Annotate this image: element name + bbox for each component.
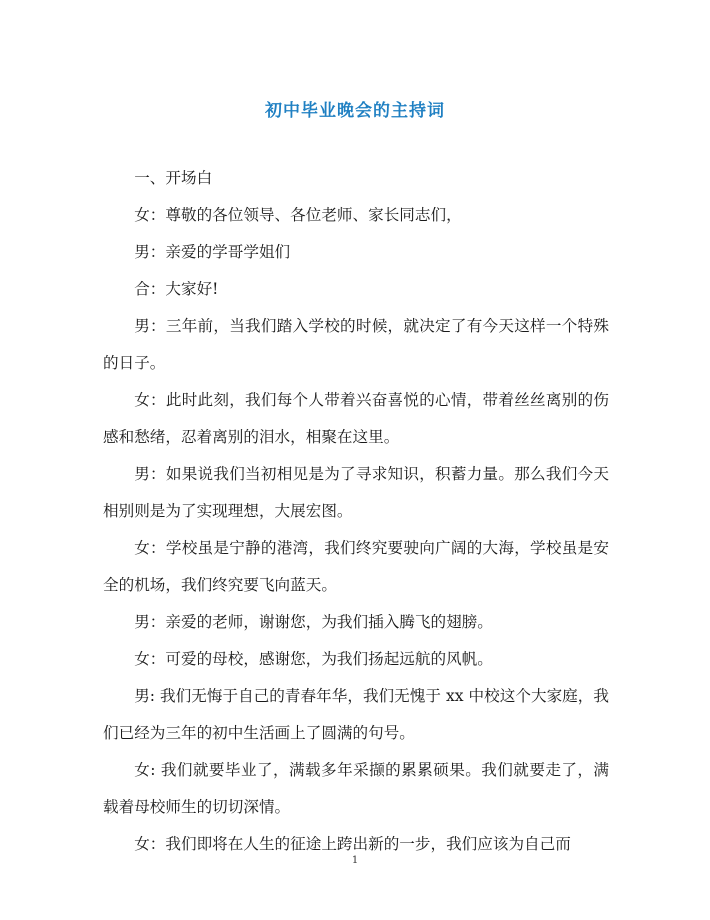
paragraph: 男：亲爱的学哥学姐们 [134,243,291,261]
section-heading: 一、开场白 [134,169,213,187]
paragraph: 男：亲爱的老师，谢谢您，为我们插入腾飞的翅膀。 [134,613,493,631]
paragraph: 男：三年前，当我们踏入学校的时候，就决定了有今天这样一个特殊的日子。 [103,317,609,372]
paragraph: 女: 我们就要毕业了，满载多年采撷的累累硕果。我们就要走了，满载着母校师生的切切深情。 [103,761,609,816]
paragraph: 女：尊敬的各位领导、各位老师、家长同志们， [134,206,462,224]
document-title: 初中毕业晚会的主持词 [265,101,445,121]
page-number: 1 [351,855,359,866]
paragraph: 女：我们即将在人生的征途上跨出新的一步，我们应该为自己而 [134,835,571,853]
paragraph: 男：如果说我们当初相见是为了寻求知识，积蓄力量。那么我们今天相别则是为了实现理想，大展宏图。 [103,465,609,520]
paragraph: 女：此时此刻，我们每个人带着兴奋喜悦的心情，带着丝丝离别的伤感和愁绪，忍着离别的泪水，相聚在这里。 [103,391,609,446]
paragraph: 合：大家好! [134,280,219,298]
paragraph: 女：可爱的母校，感谢您，为我们扬起远航的风帆。 [134,650,493,668]
document-body [103,160,609,863]
paragraph: 男: 我们无悔于自己的青春年华，我们无愧于 xx 中校这个大家庭，我们已经为三年的初中生活画上了圆满的句号。 [103,687,609,742]
paragraph: 女：学校虽是宁静的港湾，我们终究要驶向广阔的大海，学校虽是安全的机场，我们终究要飞向蓝天。 [103,539,609,594]
